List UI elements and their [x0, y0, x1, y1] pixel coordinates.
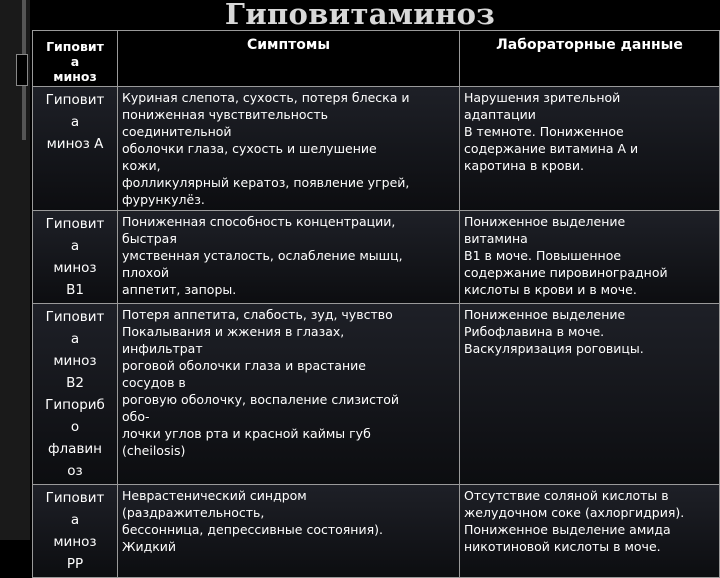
header-condition: Гиповит а миноз — [33, 31, 118, 87]
condition-cell: Гиповит а миноз РР — [33, 485, 118, 578]
header-row — [33, 31, 720, 87]
condition-cell: Гиповит а миноз А — [33, 87, 118, 211]
condition-cell: Гиповит а миноз В2 Гипориб о флавин оз — [33, 304, 118, 485]
lab-cell: Пониженное выделение Рибофлавина в моче. Васкуляризация роговицы. — [460, 304, 720, 485]
symptoms-cell: Потеря аппетита, слабость, зуд, чувство Покалывания и жжения в глазах, инфильтрат роговой оболочки глаза и врастание сосудов в роговую оболочку, воспаление слизистой обо- лочки углов рта и красной каймы губ (cheilosis) — [118, 304, 460, 485]
hypovitaminosis-table — [32, 30, 720, 578]
lab-cell: Нарушения зрительной адаптации В темноте. Пониженное содержание витамина А и каротина в крови. — [460, 87, 720, 211]
symptoms-cell: Пониженная способность концентрации, быстрая умственная усталость, ослабление мышц, плохой аппетит, запоры. — [118, 211, 460, 304]
slide-title: Гиповитаминоз — [224, 0, 496, 31]
lab-cell: Пониженное выделение витамина В1 в моче. Повышенное содержание пировиноградной кислоты в крови и в моче. — [460, 211, 720, 304]
lab-cell: Отсутствие соляной кислоты в желудочном соке (ахлоргидрия). Пониженное выделение амида никотиновой кислоты в моче. — [460, 485, 720, 578]
header-lab-data: Лабораторные данные — [460, 31, 720, 87]
symptoms-cell: Куриная слепота, сухость, потеря блеска и пониженная чувствительность соединительной оболочки глаза, сухость и шелушение кожи, фолликулярный кератоз, появление угрей, фурункулёз. — [118, 87, 460, 211]
table-row — [33, 485, 720, 578]
table-row — [33, 211, 720, 304]
table-row — [33, 304, 720, 485]
table-row — [33, 87, 720, 211]
condition-cell: Гиповит а миноз В1 — [33, 211, 118, 304]
header-symptoms: Симптомы — [118, 31, 460, 87]
symptoms-cell: Неврастенический синдром (раздражительность, бессонница, депрессивные состояния). Жидкий — [118, 485, 460, 578]
accent-square — [16, 54, 28, 86]
